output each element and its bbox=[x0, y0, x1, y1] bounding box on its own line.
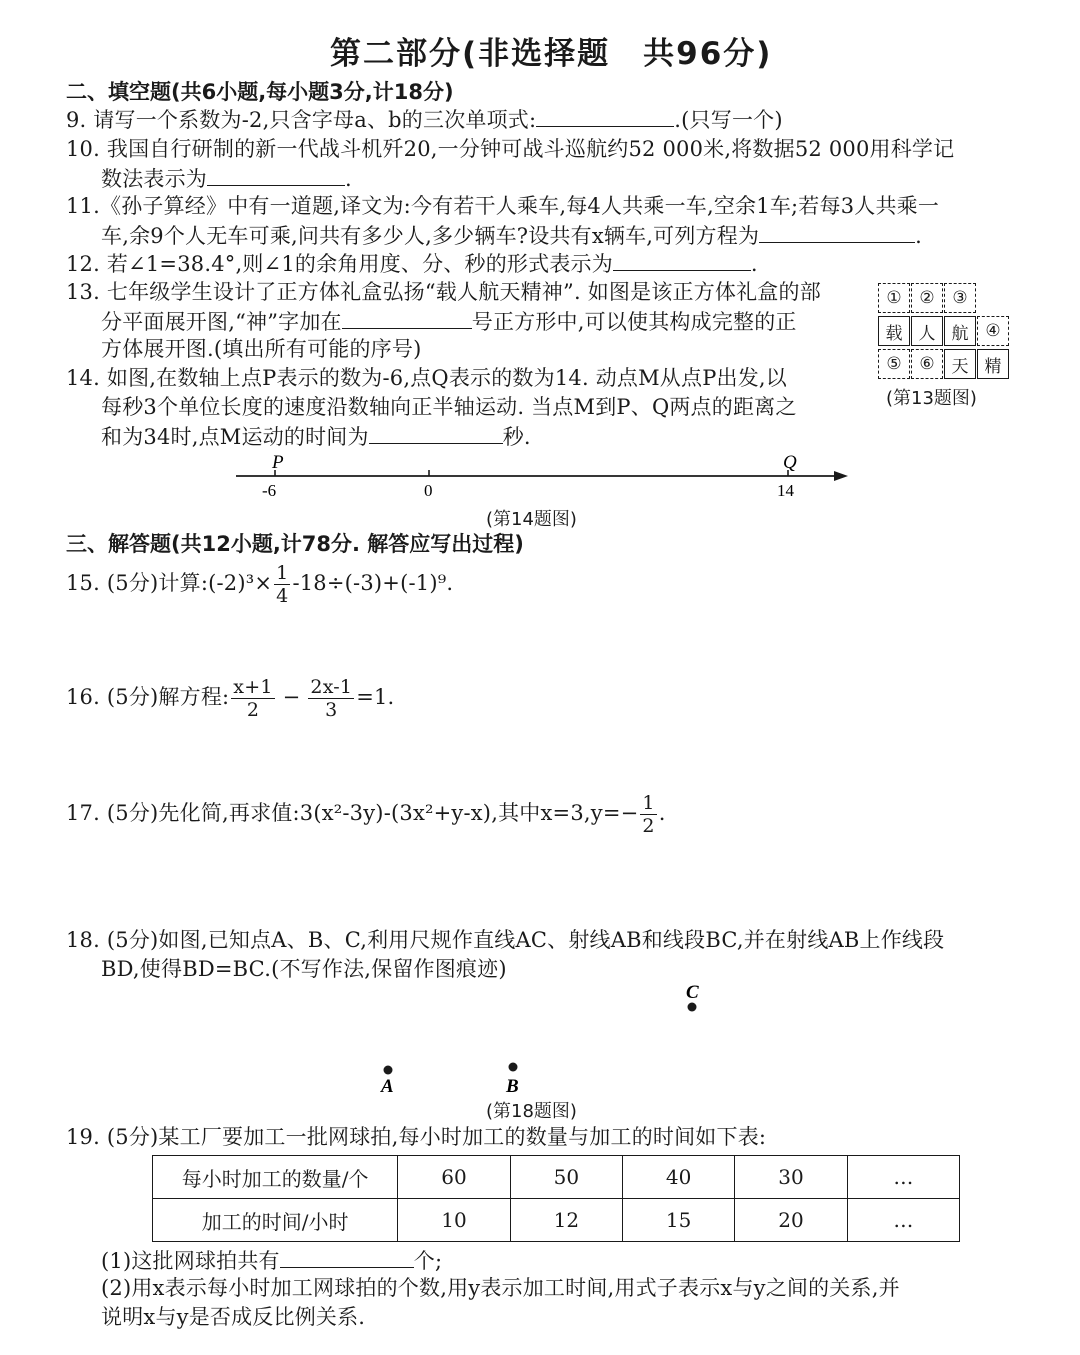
cell-3[interactable]: ③ bbox=[944, 283, 976, 313]
table-cell: 40 bbox=[622, 1156, 734, 1199]
question-15: 15. (5分)计算:(-2)³× $\frac{1}{4}$ -18÷(-3)+(-1)⁹. bbox=[66, 562, 454, 607]
cell-hang: 航 bbox=[944, 316, 976, 346]
cell-5[interactable]: ⑤ bbox=[878, 349, 910, 379]
answer-blank-11[interactable] bbox=[759, 220, 915, 243]
table-cell: 60 bbox=[398, 1156, 510, 1199]
question-16: 16. (5分)解方程: $\frac{x+1}{2}$ − $\frac{2x-1}{3}$ =1. bbox=[66, 676, 395, 721]
point-b bbox=[509, 1063, 518, 1072]
section-solve-header: 三、解答题(共12小题,计78分. 解答应写出过程) bbox=[66, 532, 524, 556]
question-13-line2: 分平面展开图,“神”字加在 号正方形中,可以使其构成完整的正 bbox=[101, 306, 797, 337]
page-title: 第二部分(非选择题 共96分) bbox=[330, 36, 773, 72]
table-cell: 12 bbox=[510, 1199, 622, 1242]
answer-blank-9[interactable] bbox=[536, 104, 674, 127]
cell-2[interactable]: ② bbox=[911, 283, 943, 313]
point-a-label: A bbox=[381, 1076, 394, 1097]
question-17: 17. (5分)先化简,再求值:3(x²-3y)-(3x²+y-x),其中x=3,y=− $\frac{1}{2}$ . bbox=[66, 792, 666, 837]
question-10-line2: 数法表示为 . bbox=[101, 163, 352, 194]
table-cell: 50 bbox=[510, 1156, 622, 1199]
question-19-part1: (1)这批网球拍共有 个; bbox=[101, 1245, 442, 1276]
point-c-label: C bbox=[686, 982, 699, 1003]
question-14-line3: 和为34时,点M运动的时间为 秒. bbox=[101, 421, 531, 452]
question-19-part2-line2: 说明x与y是否成反比例关系. bbox=[101, 1305, 366, 1329]
number-line-arrow bbox=[834, 471, 848, 481]
fraction-one-quarter: $\frac{1}{4}$ bbox=[276, 562, 289, 607]
answer-blank-12[interactable] bbox=[613, 248, 751, 271]
answer-blank-19[interactable] bbox=[280, 1245, 414, 1268]
table-row bbox=[153, 1156, 960, 1199]
fraction-2x-minus-1-over-3: $\frac{2x-1}{3}$ bbox=[310, 676, 353, 721]
point-q-label: Q bbox=[783, 452, 797, 473]
table-cell: 20 bbox=[735, 1199, 847, 1242]
points-figure bbox=[370, 980, 710, 1098]
answer-blank-14[interactable] bbox=[369, 421, 503, 444]
table-cell: … bbox=[847, 1156, 959, 1199]
table-cell: 15 bbox=[622, 1199, 734, 1242]
cell-ren: 人 bbox=[911, 316, 943, 346]
question-18-line2: BD,使得BD=BC.(不写作法,保留作图痕迹) bbox=[101, 957, 507, 981]
question-14-line1: 14. 如图,在数轴上点P表示的数为-6,点Q表示的数为14. 动点M从点P出发,以 bbox=[66, 366, 788, 390]
question-14-line2: 每秒3个单位长度的速度沿数轴向正半轴运动. 当点M到P、Q两点的距离之 bbox=[101, 395, 797, 419]
cell-jing: 精 bbox=[977, 349, 1009, 379]
point-b-label: B bbox=[506, 1076, 519, 1097]
cell-tian: 天 bbox=[944, 349, 976, 379]
fraction-one-half: $\frac{1}{2}$ bbox=[642, 792, 655, 837]
question-11-line1: 11.《孙子算经》中有一道题,译文为:今有若干人乘车,每4人共乘一车,空余1车;若每3人共乘一 bbox=[66, 194, 940, 218]
table-cell: 30 bbox=[735, 1156, 847, 1199]
table-header-cell: 加工的时间/小时 bbox=[153, 1199, 398, 1242]
question-13-line3: 方体展开图.(填出所有可能的序号) bbox=[101, 337, 422, 361]
table-cell: 10 bbox=[398, 1199, 510, 1242]
table-cell: … bbox=[847, 1199, 959, 1242]
answer-blank-13[interactable] bbox=[342, 306, 472, 329]
value-p: -6 bbox=[262, 481, 277, 500]
fraction-x-plus-1-over-2: $\frac{x+1}{2}$ bbox=[233, 676, 273, 721]
question-12: 12. 若∠1=38.4°,则∠1的余角用度、分、秒的形式表示为 . bbox=[66, 248, 758, 279]
point-p-label: P bbox=[272, 452, 284, 473]
question-9 bbox=[66, 104, 783, 135]
figure-13-caption: (第13题图) bbox=[886, 388, 977, 409]
question-18-line1: 18. (5分)如图,已知点A、B、C,利用尺规作直线AC、射线AB和线段BC,并在射线AB上作线段 bbox=[66, 928, 945, 952]
value-q: 14 bbox=[777, 481, 794, 500]
point-a bbox=[384, 1066, 393, 1075]
table-row bbox=[153, 1199, 960, 1242]
cell-1[interactable]: ① bbox=[878, 283, 910, 313]
cell-zai: 载 bbox=[878, 316, 910, 346]
number-line-figure bbox=[230, 448, 855, 500]
question-13-line1: 13. 七年级学生设计了正方体礼盒弘扬“载人航天精神”. 如图是该正方体礼盒的部 bbox=[66, 280, 821, 304]
question-19-line1: 19. (5分)某工厂要加工一批网球拍,每小时加工的数量与加工的时间如下表: bbox=[66, 1125, 767, 1149]
production-table bbox=[152, 1155, 960, 1242]
cube-net-figure bbox=[876, 283, 1016, 383]
question-9-text: 9. 请写一个系数为-2,只含字母a、b的三次单项式: bbox=[66, 108, 537, 132]
question-19-part2-line1: (2)用x表示每小时加工网球拍的个数,用y表示加工时间,用式子表示x与y之间的关系,并 bbox=[101, 1276, 900, 1300]
figure-18-caption: (第18题图) bbox=[486, 1101, 577, 1122]
section-fill-in-header: 二、填空题(共6小题,每小题3分,计18分) bbox=[66, 80, 454, 104]
figure-14-caption: (第14题图) bbox=[486, 509, 577, 530]
question-9-tail: .(只写一个) bbox=[674, 108, 783, 132]
table-header-cell: 每小时加工的数量/个 bbox=[153, 1156, 398, 1199]
value-zero: 0 bbox=[424, 481, 433, 500]
cell-6[interactable]: ⑥ bbox=[911, 349, 943, 379]
answer-blank-10[interactable] bbox=[207, 163, 345, 186]
question-11-line2: 车,余9个人无车可乘,问共有多少人,多少辆车?设共有x辆车,可列方程为 . bbox=[101, 220, 922, 251]
point-c bbox=[688, 1003, 697, 1012]
question-10-line1: 10. 我国自行研制的新一代战斗机歼20,一分钟可战斗巡航约52 000米,将数据52 000用科学记 bbox=[66, 137, 955, 161]
cell-4[interactable]: ④ bbox=[977, 316, 1009, 346]
